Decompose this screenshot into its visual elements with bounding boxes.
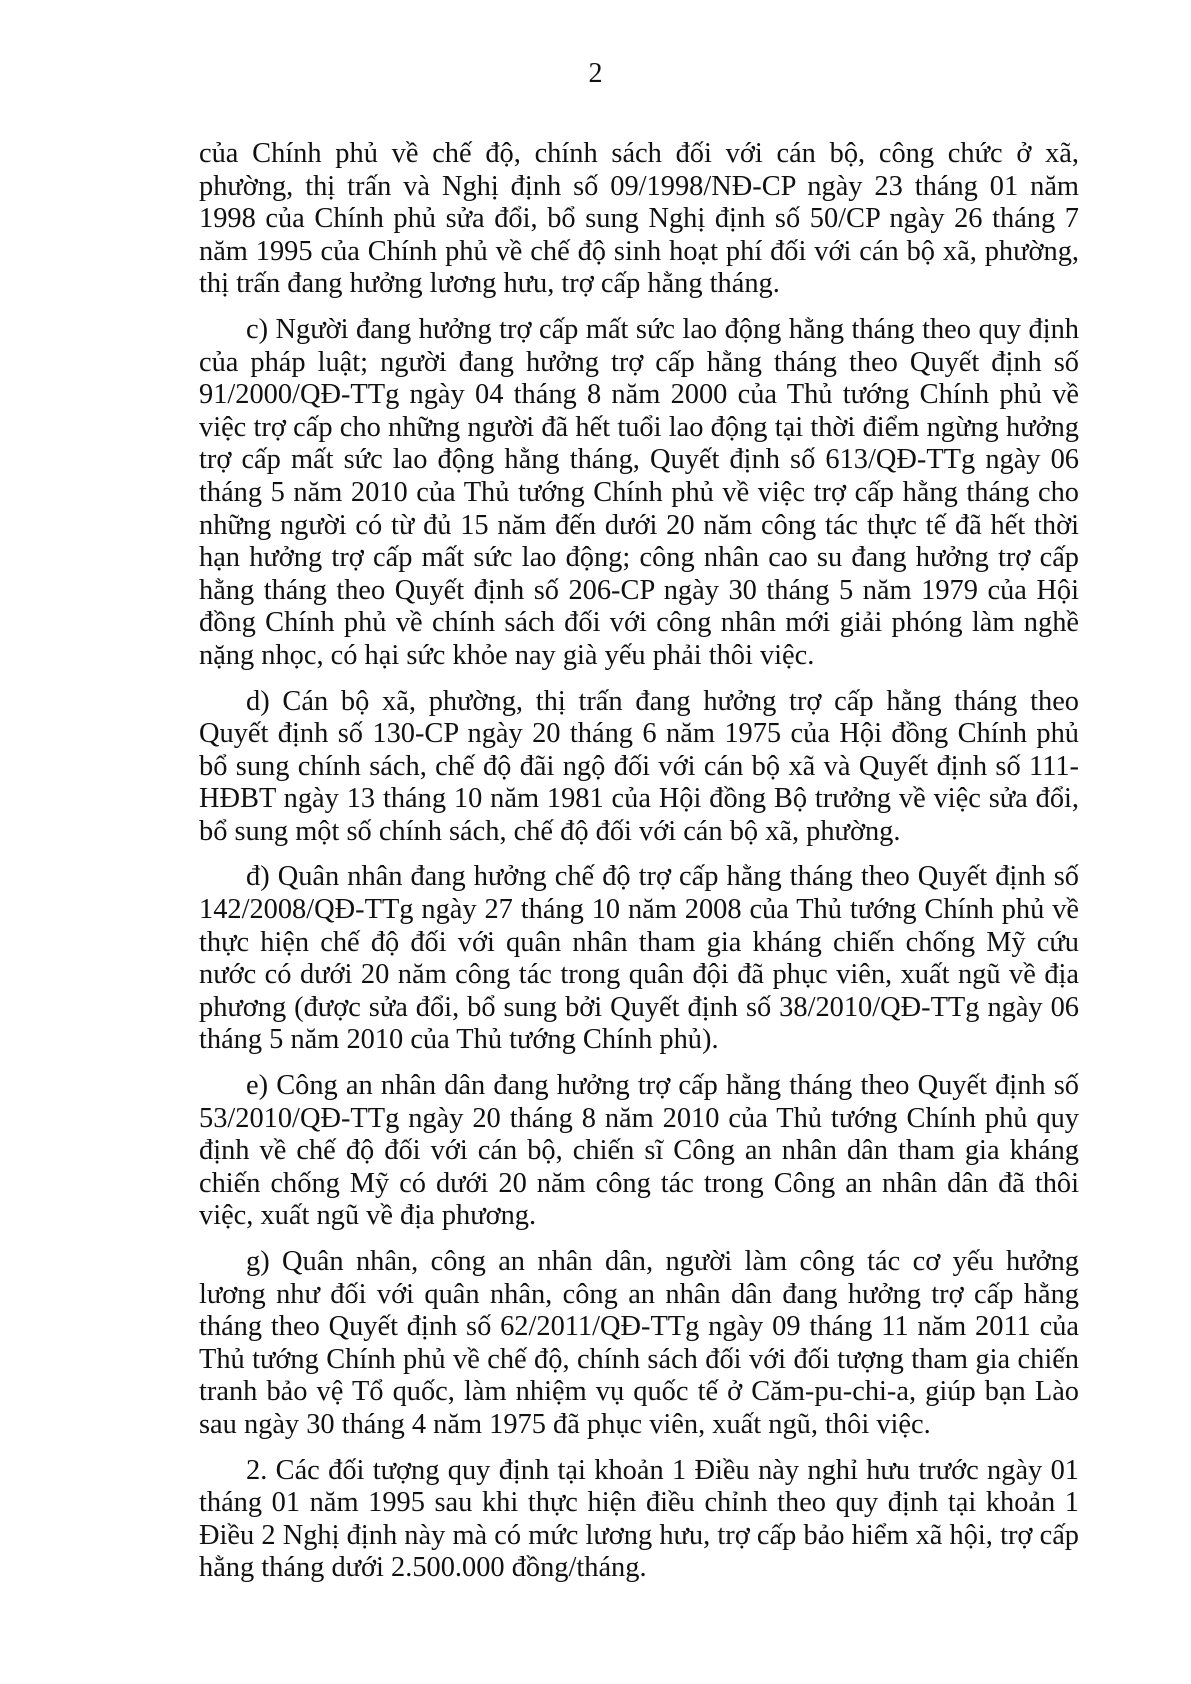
document-body (199, 138, 1079, 1598)
paragraph-item-g: g) Quân nhân, công an nhân dân, người làm công tác cơ yếu hưởng lương như đối với quân nhân, công an nhân dân đang hưởng trợ cấp hằng tháng theo Quyết định số 62/2011/QĐ-TTg ngày 09 tháng 11 năm 2011 của Thủ tướng Chính phủ về chế độ, chính sách đối với đối tượng tham gia chiến tranh bảo vệ Tổ quốc, làm nhiệm vụ quốc tế ở Căm-pu-chi-a, giúp bạn Lào sau ngày 30 tháng 4 năm 1975 đã phục viên, xuất ngũ, thôi việc. (199, 1246, 1079, 1440)
paragraph-clause-2: 2. Các đối tượng quy định tại khoản 1 Điều này nghỉ hưu trước ngày 01 tháng 01 năm 1995 sau khi thực hiện điều chỉnh theo quy định tại khoản 1 Điều 2 Nghị định này mà có mức lương hưu, trợ cấp bảo hiểm xã hội, trợ cấp hằng tháng dưới 2.500.000 đồng/tháng. (199, 1454, 1079, 1584)
page-number: 2 (588, 58, 603, 89)
paragraph-intro-continued: của Chính phủ về chế độ, chính sách đối với cán bộ, công chức ở xã, phường, thị trấn và Nghị định số 09/1998/NĐ-CP ngày 23 tháng 01 năm 1998 của Chính phủ sửa đổi, bổ sung Nghị định số 50/CP ngày 26 tháng 7 năm 1995 của Chính phủ về chế độ sinh hoạt phí đối với cán bộ xã, phường, thị trấn đang hưởng lương hưu, trợ cấp hằng tháng. (199, 138, 1079, 300)
paragraph-item-e: e) Công an nhân dân đang hưởng trợ cấp hằng tháng theo Quyết định số 53/2010/QĐ-TTg ngày 20 tháng 8 năm 2010 của Thủ tướng Chính phủ quy định về chế độ đối với cán bộ, chiến sĩ Công an nhân dân tham gia kháng chiến chống Mỹ có dưới 20 năm công tác trong Công an nhân dân đã thôi việc, xuất ngũ về địa phương. (199, 1070, 1079, 1232)
paragraph-item-d: d) Cán bộ xã, phường, thị trấn đang hưởng trợ cấp hằng tháng theo Quyết định số 130-CP ngày 20 tháng 6 năm 1975 của Hội đồng Chính phủ bổ sung chính sách, chế độ đãi ngộ đối với cán bộ xã và Quyết định số 111-HĐBT ngày 13 tháng 10 năm 1981 của Hội đồng Bộ trưởng về việc sửa đổi, bổ sung một số chính sách, chế độ đối với cán bộ xã, phường. (199, 685, 1079, 847)
paragraph-item-dd: đ) Quân nhân đang hưởng chế độ trợ cấp hằng tháng theo Quyết định số 142/2008/QĐ-TTg ngày 27 tháng 10 năm 2008 của Thủ tướng Chính phủ về thực hiện chế độ đối với quân nhân tham gia kháng chiến chống Mỹ cứu nước có dưới 20 năm công tác trong quân đội đã phục viên, xuất ngũ về địa phương (được sửa đổi, bổ sung bởi Quyết định số 38/2010/QĐ-TTg ngày 06 tháng 5 năm 2010 của Thủ tướng Chính phủ). (199, 861, 1079, 1056)
paragraph-item-c: c) Người đang hưởng trợ cấp mất sức lao động hằng tháng theo quy định của pháp luật; người đang hưởng trợ cấp hằng tháng theo Quyết định số 91/2000/QĐ-TTg ngày 04 tháng 8 năm 2000 của Thủ tướng Chính phủ về việc trợ cấp cho những người đã hết tuổi lao động tại thời điểm ngừng hưởng trợ cấp mất sức lao động hằng tháng, Quyết định số 613/QĐ-TTg ngày 06 tháng 5 năm 2010 của Thủ tướng Chính phủ về việc trợ cấp hằng tháng cho những người có từ đủ 15 năm đến dưới 20 năm công tác thực tế đã hết thời hạn hưởng trợ cấp mất sức lao động; công nhân cao su đang hưởng trợ cấp hằng tháng theo Quyết định số 206-CP ngày 30 tháng 5 năm 1979 của Hội đồng Chính phủ về chính sách đối với công nhân mới giải phóng làm nghề nặng nhọc, có hại sức khỏe nay già yếu phải thôi việc. (199, 313, 1079, 671)
